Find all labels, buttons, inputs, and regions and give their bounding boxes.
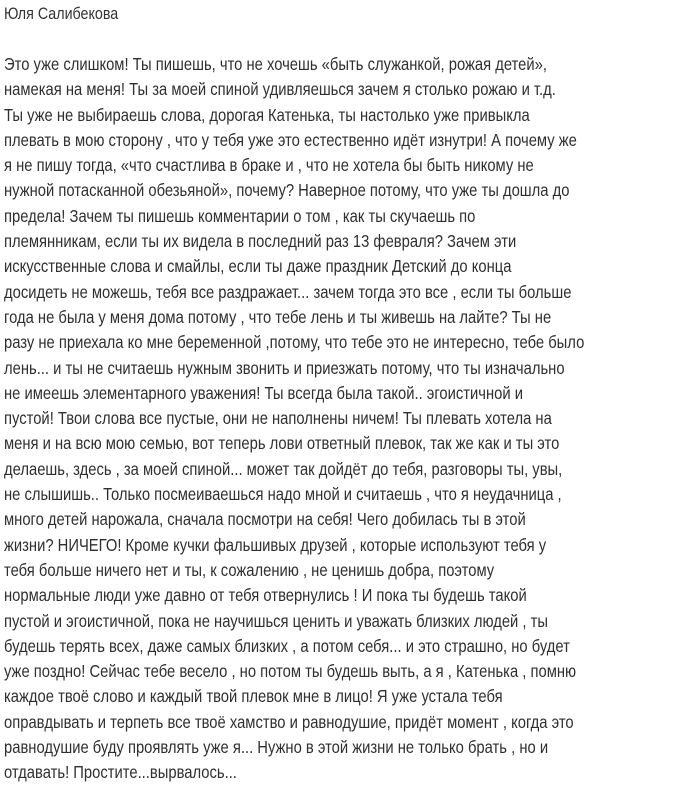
post-line: меня и на всю мою семью, вот теперь лови ответный плевок, так же как и ты это xyxy=(4,433,560,454)
post-line: нормальные люди уже давно от тебя отвернулись ! И пока ты будешь такой xyxy=(4,585,527,606)
post-line: Это уже слишком! Ты пишешь, что не хочешь «быть служанкой, рожая детей», xyxy=(4,54,547,74)
post-line: каждое твоё слово и каждый твой плевок мне в лицо! Я уже устала тебя xyxy=(4,686,503,707)
post-line: досидеть не можешь, тебя все раздражает... зачем тогда это все , если ты больше xyxy=(4,281,572,302)
post-line: предела! Зачем ты пишешь комментарии о том , как ты скучаешь по xyxy=(4,205,476,226)
post-line: Ты уже не выбираешь слова, дорогая Катенька, ты настолько уже привыкла xyxy=(4,104,530,125)
author-name: Юля Салибекова xyxy=(4,4,119,23)
post-line: отдавать! Простите...вырвалось... xyxy=(4,762,237,783)
post-line: будешь терять всех, даже самых близких , а потом себя... и это страшно, но будет xyxy=(4,635,570,656)
post-line: я не пишу тогда, «что счастлива в браке и , что не хотела бы быть никому не xyxy=(4,155,534,176)
post-line: пустой! Твои слова все пустые, они не наполнены ничем! Ты плевать хотела на xyxy=(4,408,552,429)
post-line: равнодушие буду проявлять уже я... Нужно в этой жизни не только брать , но и xyxy=(4,737,549,758)
post-line: не имеешь элементарного уважения! Ты всегда была такой.. эгоистичной и xyxy=(4,382,524,403)
post-line: много детей нарожала, сначала посмотри на себя! Чего добилась ты в этой xyxy=(4,509,526,530)
post-line: делаешь, здесь , за моей спиной... может так дойдёт до тебя, разговоры ты, увы, xyxy=(4,458,563,479)
post-line: оправдывать и терпеть все твоё хамство и равнодушие, придёт момент , когда это xyxy=(4,711,574,732)
post-line: искусственные слова и смайлы, если ты даже праздник Детский до конца xyxy=(4,256,512,277)
post-line: разу не приехала ко мне беременной ,потому, что тебе это не интересно, тебе было xyxy=(4,332,585,353)
post-line: года не была у меня дома потому , что тебе лень и ты живешь на лайте? Ты не xyxy=(4,306,552,327)
post-line: пустой и эгоистичной, пока не научишься ценить и уважать близких людей , ты xyxy=(4,610,549,631)
post-line: намекая на меня! Ты за моей спиной удивляешься зачем я столько рожаю и т.д. xyxy=(4,79,556,100)
post-body xyxy=(4,52,693,786)
post-line: лень... и ты не считаешь нужным звонить и приезжать потому, что ты изначально xyxy=(4,357,565,378)
post-line: нужной потасканной обезьяной», почему? Наверное потому, что уже ты дошла до xyxy=(4,180,570,201)
post-line: жизни? НИЧЕГО! Кроме кучки фальшивых друзей , которые используют тебя у xyxy=(4,534,547,555)
post-line: тебя больше ничего нет и ты, к сожалению , не ценишь добра, поэтому xyxy=(4,559,495,580)
post-line: уже поздно! Сейчас тебе весело , но потом ты будешь выть, а я , Катенька , помню xyxy=(4,661,577,682)
post-line: не слышишь.. Только посмеиваешься надо мной и считаешь , что я неудачница , xyxy=(4,484,562,505)
post-line: племянникам, если ты их видела в последний раз 13 февраля? Зачем эти xyxy=(4,231,517,252)
post-line: плевать в мою сторону , что у тебя уже это естественно идёт изнутри! А почему же xyxy=(4,129,577,150)
